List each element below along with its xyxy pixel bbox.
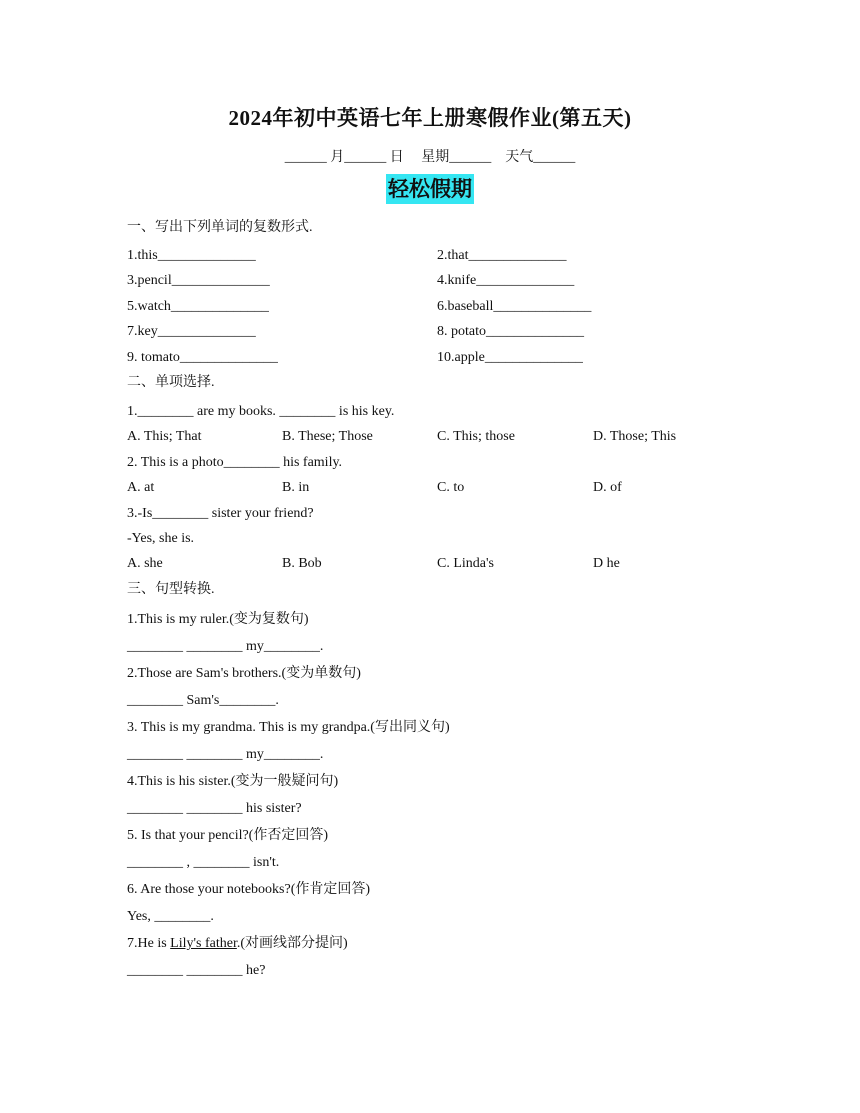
- underlined-phrase: Lily's father: [170, 936, 237, 951]
- transform-answer-line: ________ ________ my________.: [127, 747, 324, 762]
- option-b: B. These; Those: [282, 429, 373, 444]
- option-c: C. Linda's: [437, 556, 494, 571]
- option-b: B. in: [282, 480, 310, 495]
- section2-heading: 二、单项选择.: [127, 375, 215, 390]
- transform-answer-line: ________ Sam's________.: [127, 693, 279, 708]
- option-a: A. This; That: [127, 429, 202, 444]
- word-item: 1.this______________: [127, 248, 256, 263]
- word-item: 4.knife______________: [437, 273, 575, 288]
- highlight-banner: 轻松假期: [386, 174, 474, 204]
- option-c: C. This; those: [437, 429, 515, 444]
- word-item: 9. tomato______________: [127, 350, 278, 365]
- option-d: D. of: [593, 480, 622, 495]
- option-b: B. Bob: [282, 556, 322, 571]
- transform-question: 5. Is that your pencil?(作否定回答): [127, 828, 329, 843]
- word-item: 10.apple______________: [437, 350, 583, 365]
- date-weather-line: ______ 月______ 日 星期______ 天气______: [284, 150, 576, 165]
- option-d: D he: [593, 556, 620, 571]
- word-item: 6.baseball______________: [437, 299, 592, 314]
- section3-heading: 三、句型转换.: [127, 582, 215, 597]
- transform-question: [127, 935, 348, 953]
- word-item: 2.that______________: [437, 248, 567, 263]
- transform-question: 2.Those are Sam's brothers.(变为单数句): [127, 666, 361, 681]
- question-stem: 2. This is a photo________ his family.: [127, 455, 343, 470]
- transform-answer-line: ________ ________ my________.: [127, 639, 324, 654]
- transform-question: 4.This is his sister.(变为一般疑问句): [127, 774, 339, 789]
- option-a: A. she: [127, 556, 163, 571]
- transform-answer-line: Yes, ________.: [127, 909, 214, 924]
- question-stem-reply: -Yes, she is.: [127, 531, 195, 546]
- word-item: 7.key______________: [127, 324, 256, 339]
- q7-prefix: 7.He is: [127, 936, 171, 951]
- transform-answer-line: ________ , ________ isn't.: [127, 855, 280, 870]
- question-stem: 1.________ are my books. ________ is his key.: [127, 404, 395, 419]
- option-d: D. Those; This: [593, 429, 677, 444]
- word-item: 8. potato______________: [437, 324, 584, 339]
- word-item: 3.pencil______________: [127, 273, 270, 288]
- option-a: A. at: [127, 480, 155, 495]
- option-c: C. to: [437, 480, 465, 495]
- section1-heading: 一、写出下列单词的复数形式.: [127, 220, 313, 235]
- transform-question: 3. This is my grandma. This is my grandpa.(写出同义句): [127, 720, 450, 735]
- transform-answer-line: ________ ________ his sister?: [127, 801, 302, 816]
- banner-wrap: [0, 174, 860, 204]
- page-title: 2024年初中英语七年上册寒假作业(第五天): [228, 106, 632, 130]
- transform-question: 6. Are those your notebooks?(作肯定回答): [127, 882, 371, 897]
- q7-suffix: .(对画线部分提问): [236, 936, 348, 951]
- word-item: 5.watch______________: [127, 299, 269, 314]
- transform-answer-line: ________ ________ he?: [127, 963, 266, 978]
- transform-question: 1.This is my ruler.(变为复数句): [127, 612, 309, 627]
- question-stem: 3.-Is________ sister your friend?: [127, 506, 314, 521]
